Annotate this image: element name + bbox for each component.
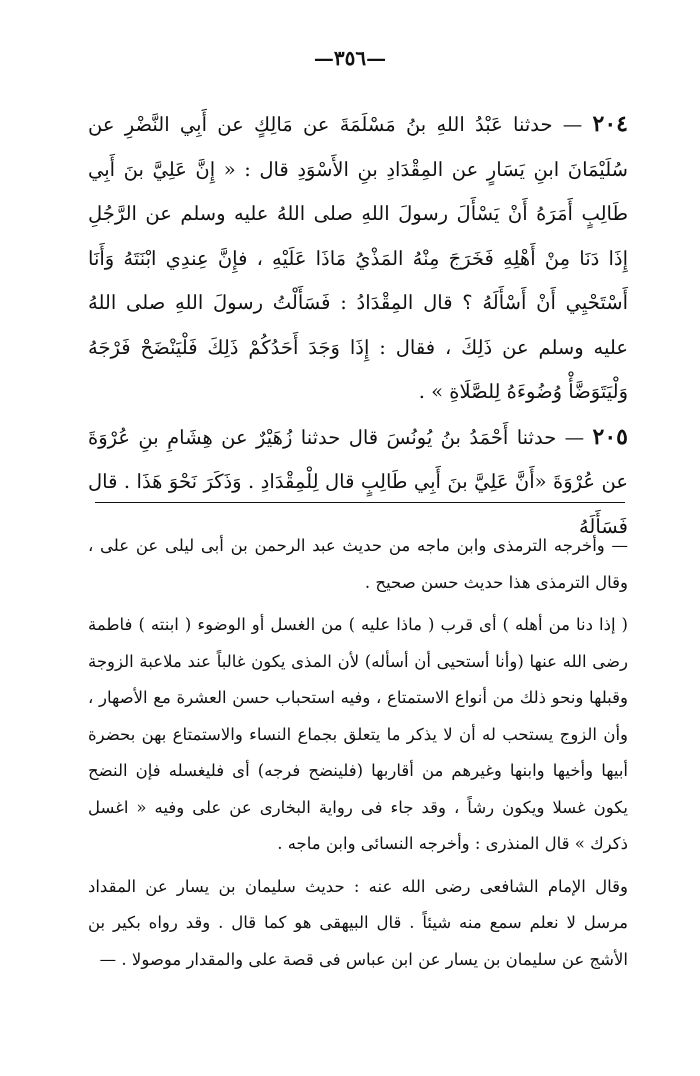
hadith-text: — حدثنا أَحْمَدُ بنُ يُونُسَ قال حدثنا زُهَيْرٌ عن هِشَامِ بنِ عُرْوَةَ عن عُرْوَةَ «أَنَّ عَلِيَّ بنَ أَبِي طَالِبٍ قال لِلْمِقْدَادِ . وَذَكَرَ نَحْوَ هَذَا . قال فَسَأَلَهُ — [88, 425, 628, 538]
hadith-204 — [88, 102, 628, 415]
main-text — [88, 102, 628, 549]
hadith-number: ٢٠٤ — [592, 111, 628, 137]
footnote-paragraph: — وأخرجه الترمذى وابن ماجه من حديث عبد الرحمن بن أبى ليلى عن على ، وقال الترمذى هذا حديث حسن صحيح . — [88, 536, 628, 592]
footnote-divider — [95, 502, 625, 503]
footnote-paragraph: ( إذا دنا من أهله ) أى قرب ( ماذا عليه ) من الغسل أو الوضوء ( ابنته ) فاطمة رضى الله عنها (وأنا أستحيى أن أسأله) لأن المذى يكون غالباً عند ملاعبة الزوجة وقبلها ونحو ذلك من أنواع الاستمتاع ، وفيه استحباب حسن العشرة مع الأصهار ، وأن الزوج يستحب له أن لا يذكر ما يتعلق بجماع النساء والاستمتاع بهن بحضرة أبيها وأخيها وابنها وغيرهم من أقاربها (فلينضح فرجه) أى فليغسله فإن النضح يكون غسلا ويكون رشاً ، وقد جاء فى رواية البخارى عن على وفيه « اغسل ذكرك » قال المنذرى : وأخرجه النسائى وابن ماجه . — [88, 615, 628, 853]
footnotes — [88, 528, 628, 984]
page-number: —٣٥٦— — [313, 46, 387, 70]
footnote-paragraph: وقال الإمام الشافعى رضى الله عنه : حديث سليمان بن يسار عن المقداد مرسل لا نعلم سمع منه شيئاً . قال البيهقى هو كما قال . وقد رواه بكير بن الأشج عن سليمان بن يسار عن ابن عباس فى قصة على والمقدار موصولا . — — [88, 876, 628, 969]
hadith-text: — حدثنا عَبْدُ اللهِ بنُ مَسْلَمَةَ عن مَالِكٍ عن أَبِي النَّضْرِ عن سُلَيْمَانَ ابنِ يَسَارٍ عن المِقْدَادِ بنِ الأَسْوَدِ قال : « إِنَّ عَلِيَّ بنَ أَبِي طَالِبٍ أَمَرَهُ أَنْ يَسْأَلَ رسولَ اللهِ صلى اللهُ عليه وسلم عن الرَّجُلِ إِذَا دَنَا مِنْ أَهْلِهِ فَخَرَجَ مِنْهُ المَذْيُ مَاذَا عَلَيْهِ ، فإِنَّ عِندِي ابْنَتَهُ وَأَنَا أَسْتَحْيِي أَنْ أَسْأَلَهُ ؟ قال المِقْدَادُ : فَسَأَلْتُ رسولَ اللهِ صلى اللهُ عليه وسلم عن ذَلِكَ ، فقال : إِذَا وَجَدَ أَحَدُكُمْ ذَلِكَ فَلْيَنْضَحْ فَرْجَهُ وَلْيَتَوَضَّأْ وُضُوءَهُ لِلصَّلَاةِ » . — [88, 113, 628, 403]
hadith-number: ٢٠٥ — [592, 423, 628, 450]
